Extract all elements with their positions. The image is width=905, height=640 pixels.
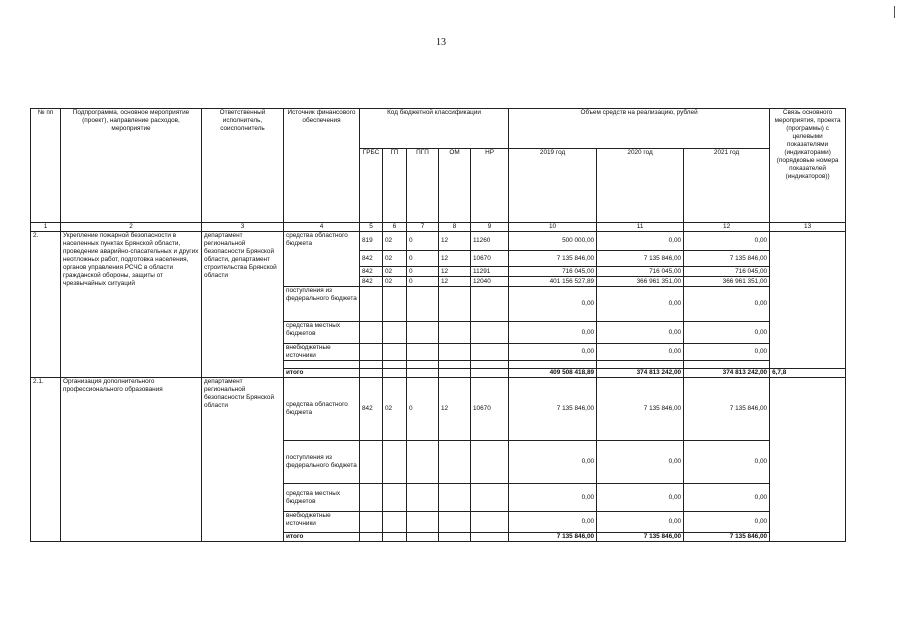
header-source: Источник финансового обеспечения xyxy=(284,109,360,223)
header-num: № пп xyxy=(31,109,61,223)
column-number-row xyxy=(31,223,846,232)
header-gp: ГП xyxy=(383,149,407,223)
col-number: 6 xyxy=(383,223,407,232)
total-2021: 374 813 242,00 xyxy=(684,369,770,378)
pgp-cell: 0 xyxy=(407,378,439,441)
executor-name: департамент региональной безопасности Брянской области xyxy=(202,378,284,542)
col-number: 4 xyxy=(284,223,360,232)
nr-cell: 11291 xyxy=(471,267,509,277)
amount-2019: 401 156 527,89 xyxy=(509,277,597,287)
amount-2020: 0,00 xyxy=(597,322,684,344)
grbs-cell: 842 xyxy=(360,378,383,441)
grbs-cell: 842 xyxy=(360,267,383,277)
gp-cell: 02 xyxy=(383,267,407,277)
amount-2019: 0,00 xyxy=(509,287,597,322)
link-cell xyxy=(770,378,846,542)
amount-2020: 366 961 351,00 xyxy=(597,277,684,287)
header-grbs: ГРБС xyxy=(360,149,383,223)
col-number: 8 xyxy=(439,223,471,232)
program-name: Укрепление пожарной безопасности в населенных пунктах Брянской области, проведение аварийно-спасательных и других неотложных работ, подготовка населения, органов управления РСЧС в области гражданской обороны, защиты от чрезвычайных ситуаций xyxy=(61,232,202,378)
amount-2020: 0,00 xyxy=(597,344,684,361)
om-cell: 12 xyxy=(439,251,471,267)
header-executor: Ответственный исполнитель, соисполнитель xyxy=(202,109,284,223)
source-regional: средства областного бюджета xyxy=(284,232,360,287)
col-number: 3 xyxy=(202,223,284,232)
amount-2021: 7 135 846,00 xyxy=(684,251,770,267)
total-2021: 7 135 846,00 xyxy=(684,533,770,542)
amount-2020: 7 135 846,00 xyxy=(597,378,684,441)
header-2021: 2021 год xyxy=(684,149,770,223)
amount-2019: 0,00 xyxy=(509,322,597,344)
col-number: 5 xyxy=(360,223,383,232)
amount-2021: 0,00 xyxy=(684,322,770,344)
pgp-cell: 0 xyxy=(407,277,439,287)
amount-2019: 0,00 xyxy=(509,512,597,533)
amount-2019: 7 135 846,00 xyxy=(509,378,597,441)
om-cell: 12 xyxy=(439,232,471,251)
total-2020: 7 135 846,00 xyxy=(597,533,684,542)
amount-2020: 0,00 xyxy=(597,512,684,533)
pgp-cell: 0 xyxy=(407,232,439,251)
amount-2021: 716 045,00 xyxy=(684,267,770,277)
page-number: 13 xyxy=(436,37,446,48)
source-total: итого xyxy=(284,533,360,542)
amount-2019: 716 045,00 xyxy=(509,267,597,277)
row-number: 2.1. xyxy=(31,378,61,542)
pgp-cell: 0 xyxy=(407,251,439,267)
total-2019: 7 135 846,00 xyxy=(509,533,597,542)
header-om: ОМ xyxy=(439,149,471,223)
om-cell: 12 xyxy=(439,378,471,441)
amount-2020: 0,00 xyxy=(597,484,684,512)
om-cell: 12 xyxy=(439,277,471,287)
header-volume: Объем средств на реализацию, рублей xyxy=(509,109,770,149)
amount-2019: 0,00 xyxy=(509,344,597,361)
nr-cell: 10670 xyxy=(471,251,509,267)
amount-2021: 0,00 xyxy=(684,484,770,512)
header-link: Связь основного мероприятия, проекта (программы) с целевыми показателями (индикаторами) (порядковые номера показателей (индикаторов)) xyxy=(770,109,846,223)
grbs-cell: 842 xyxy=(360,277,383,287)
col-number: 13 xyxy=(770,223,846,232)
grbs-cell: 819 xyxy=(360,232,383,251)
source-federal: поступления из федерального бюджета xyxy=(284,287,360,322)
om-cell: 12 xyxy=(439,267,471,277)
amount-2020: 7 135 846,00 xyxy=(597,251,684,267)
pgp-cell: 0 xyxy=(407,267,439,277)
total-2020: 374 813 242,00 xyxy=(597,369,684,378)
col-number: 9 xyxy=(471,223,509,232)
amount-2021: 366 961 351,00 xyxy=(684,277,770,287)
executor-name: департамент региональной безопасности Брянской области, департамент строительства Брянской области xyxy=(202,232,284,378)
page-edge-mark xyxy=(894,6,895,18)
gp-cell: 02 xyxy=(383,251,407,267)
budget-table xyxy=(30,108,846,542)
source-extra: внебюджетные источники xyxy=(284,512,360,533)
header-budget-code: Код бюджетной классификации xyxy=(360,109,509,149)
gp-cell: 02 xyxy=(383,232,407,251)
link-cell xyxy=(770,232,846,369)
col-number: 10 xyxy=(509,223,597,232)
table-row xyxy=(31,232,846,251)
amount-2021: 0,00 xyxy=(684,232,770,251)
col-number: 11 xyxy=(597,223,684,232)
header-nr: НР xyxy=(471,149,509,223)
amount-2020: 716 045,00 xyxy=(597,267,684,277)
grbs-cell: 842 xyxy=(360,251,383,267)
total-2019: 409 508 418,89 xyxy=(509,369,597,378)
nr-cell: 12040 xyxy=(471,277,509,287)
header-pgp: ПГП xyxy=(407,149,439,223)
source-local: средства местных бюджетов xyxy=(284,484,360,512)
nr-cell: 11260 xyxy=(471,232,509,251)
amount-2021: 0,00 xyxy=(684,512,770,533)
header-2019: 2019 год xyxy=(509,149,597,223)
row-number: 2. xyxy=(31,232,61,378)
nr-cell: 10670 xyxy=(471,378,509,441)
amount-2019: 7 135 846,00 xyxy=(509,251,597,267)
amount-2020: 0,00 xyxy=(597,232,684,251)
program-name: Организация дополнительного профессионального образования xyxy=(61,378,202,542)
col-number: 1 xyxy=(31,223,61,232)
amount-2019: 500 000,00 xyxy=(509,232,597,251)
amount-2020: 0,00 xyxy=(597,441,684,484)
source-extra: внебюджетные источники xyxy=(284,344,360,361)
amount-2021: 0,00 xyxy=(684,287,770,322)
source-federal: поступления из федерального бюджета xyxy=(284,441,360,484)
col-number: 12 xyxy=(684,223,770,232)
gp-cell: 02 xyxy=(383,378,407,441)
amount-2019: 0,00 xyxy=(509,484,597,512)
gp-cell: 02 xyxy=(383,277,407,287)
header-program: Подпрограмма, основное мероприятие (проект), направление расходов, мероприятие xyxy=(61,109,202,223)
header-2020: 2020 год xyxy=(597,149,684,223)
amount-2021: 0,00 xyxy=(684,441,770,484)
col-number: 2 xyxy=(61,223,202,232)
amount-2020: 0,00 xyxy=(597,287,684,322)
source-regional: средства областного бюджета xyxy=(284,378,360,441)
amount-2021: 0,00 xyxy=(684,344,770,361)
col-number: 7 xyxy=(407,223,439,232)
source-local: средства местных бюджетов xyxy=(284,322,360,344)
source-total: итого xyxy=(284,369,360,378)
amount-2019: 0,00 xyxy=(509,441,597,484)
amount-2021: 7 135 846,00 xyxy=(684,378,770,441)
link-indicators: 6,7,8 xyxy=(770,369,846,378)
table-row xyxy=(31,378,846,441)
